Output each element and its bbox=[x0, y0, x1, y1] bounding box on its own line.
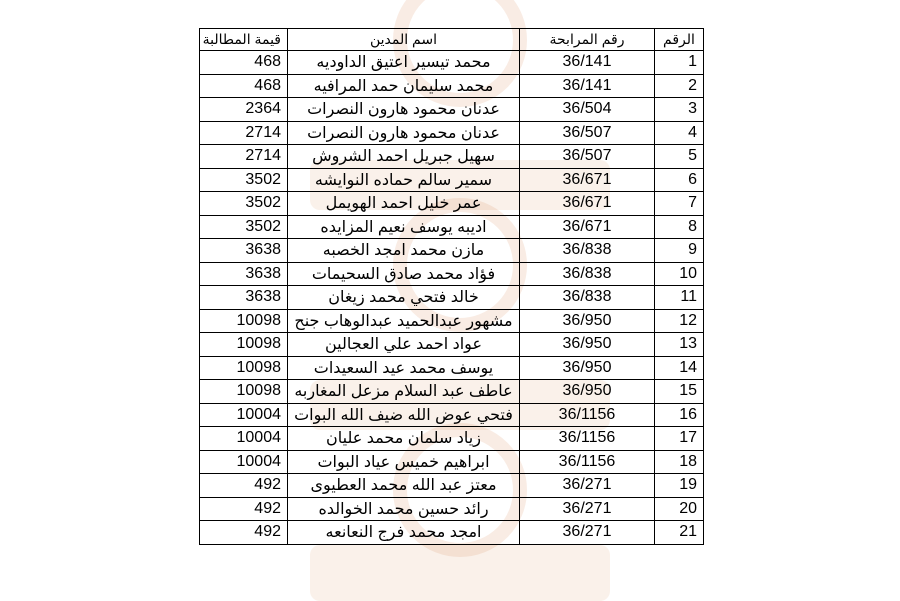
row-number: 21 bbox=[655, 521, 704, 545]
table-row bbox=[200, 74, 704, 98]
row-debtor-name: عدنان محمود هارون النصرات bbox=[288, 98, 520, 122]
row-debtor-name: مازن محمد امجد الخصبه bbox=[288, 239, 520, 263]
row-debtor-name: مشهور عبدالحميد عبدالوهاب جنح bbox=[288, 309, 520, 333]
table-row bbox=[200, 215, 704, 239]
row-reference: 36/141 bbox=[520, 74, 655, 98]
row-number: 4 bbox=[655, 121, 704, 145]
table-row bbox=[200, 333, 704, 357]
row-debtor-name: اديبه يوسف نعيم المزايده bbox=[288, 215, 520, 239]
row-debtor-name: خالد فتحي محمد زيغان bbox=[288, 286, 520, 310]
row-reference: 36/838 bbox=[520, 286, 655, 310]
row-number: 12 bbox=[655, 309, 704, 333]
row-claim-amount: 3638 bbox=[200, 239, 288, 263]
table-row bbox=[200, 403, 704, 427]
row-debtor-name: سهيل جبريل احمد الشروش bbox=[288, 145, 520, 169]
table-row bbox=[200, 427, 704, 451]
row-claim-amount: 10098 bbox=[200, 309, 288, 333]
row-number: 3 bbox=[655, 98, 704, 122]
row-reference: 36/950 bbox=[520, 333, 655, 357]
row-reference: 36/671 bbox=[520, 215, 655, 239]
row-reference: 36/507 bbox=[520, 145, 655, 169]
row-reference: 36/838 bbox=[520, 262, 655, 286]
header-number: الرقم bbox=[655, 29, 704, 51]
row-reference: 36/1156 bbox=[520, 450, 655, 474]
watermark-band bbox=[310, 545, 610, 601]
row-reference: 36/271 bbox=[520, 474, 655, 498]
row-number: 14 bbox=[655, 356, 704, 380]
row-number: 5 bbox=[655, 145, 704, 169]
row-reference: 36/271 bbox=[520, 521, 655, 545]
table-row bbox=[200, 145, 704, 169]
row-debtor-name: عدنان محمود هارون النصرات bbox=[288, 121, 520, 145]
header-claim-amount: قيمة المطالبة bbox=[200, 29, 288, 51]
table-row bbox=[200, 239, 704, 263]
row-claim-amount: 492 bbox=[200, 474, 288, 498]
table-row bbox=[200, 497, 704, 521]
row-debtor-name: امجد محمد فرج النعانعه bbox=[288, 521, 520, 545]
row-number: 6 bbox=[655, 168, 704, 192]
row-debtor-name: سمير سالم حماده النوايشه bbox=[288, 168, 520, 192]
table-row bbox=[200, 168, 704, 192]
row-reference: 36/141 bbox=[520, 51, 655, 75]
row-claim-amount: 468 bbox=[200, 51, 288, 75]
row-claim-amount: 10098 bbox=[200, 333, 288, 357]
row-number: 20 bbox=[655, 497, 704, 521]
claims-table bbox=[199, 28, 704, 545]
row-number: 18 bbox=[655, 450, 704, 474]
row-claim-amount: 10004 bbox=[200, 427, 288, 451]
row-claim-amount: 3502 bbox=[200, 168, 288, 192]
table-row bbox=[200, 121, 704, 145]
row-claim-amount: 2364 bbox=[200, 98, 288, 122]
row-number: 16 bbox=[655, 403, 704, 427]
row-number: 1 bbox=[655, 51, 704, 75]
row-debtor-name: محمد تيسير اعتيق الداوديه bbox=[288, 51, 520, 75]
row-reference: 36/671 bbox=[520, 192, 655, 216]
row-claim-amount: 2714 bbox=[200, 121, 288, 145]
row-debtor-name: عمر خليل احمد الهويمل bbox=[288, 192, 520, 216]
table-row bbox=[200, 51, 704, 75]
header-reference: رقم المرابحة bbox=[520, 29, 655, 51]
row-claim-amount: 10098 bbox=[200, 356, 288, 380]
row-debtor-name: معتز عبد الله محمد العطيوى bbox=[288, 474, 520, 498]
table-row bbox=[200, 521, 704, 545]
row-claim-amount: 492 bbox=[200, 521, 288, 545]
table-row bbox=[200, 356, 704, 380]
row-number: 11 bbox=[655, 286, 704, 310]
row-reference: 36/507 bbox=[520, 121, 655, 145]
table-row bbox=[200, 262, 704, 286]
row-number: 13 bbox=[655, 333, 704, 357]
row-number: 17 bbox=[655, 427, 704, 451]
row-claim-amount: 3502 bbox=[200, 192, 288, 216]
table-header-row bbox=[200, 29, 704, 51]
row-claim-amount: 10004 bbox=[200, 403, 288, 427]
row-claim-amount: 10004 bbox=[200, 450, 288, 474]
row-claim-amount: 3638 bbox=[200, 262, 288, 286]
row-reference: 36/504 bbox=[520, 98, 655, 122]
row-reference: 36/1156 bbox=[520, 427, 655, 451]
table-row bbox=[200, 192, 704, 216]
table-row bbox=[200, 474, 704, 498]
row-debtor-name: محمد سليمان حمد المرافيه bbox=[288, 74, 520, 98]
row-claim-amount: 10098 bbox=[200, 380, 288, 404]
row-number: 2 bbox=[655, 74, 704, 98]
row-claim-amount: 3502 bbox=[200, 215, 288, 239]
row-claim-amount: 468 bbox=[200, 74, 288, 98]
row-number: 10 bbox=[655, 262, 704, 286]
row-debtor-name: عواد احمد علي العجالين bbox=[288, 333, 520, 357]
row-debtor-name: فتحي عوض الله ضيف الله البوات bbox=[288, 403, 520, 427]
row-reference: 36/1156 bbox=[520, 403, 655, 427]
row-debtor-name: فؤاد محمد صادق السحيمات bbox=[288, 262, 520, 286]
table-row bbox=[200, 309, 704, 333]
row-debtor-name: رائد حسين محمد الخوالده bbox=[288, 497, 520, 521]
header-debtor-name: اسم المدين bbox=[288, 29, 520, 51]
row-claim-amount: 3638 bbox=[200, 286, 288, 310]
row-reference: 36/838 bbox=[520, 239, 655, 263]
row-debtor-name: ابراهيم خميس عياد البوات bbox=[288, 450, 520, 474]
row-reference: 36/271 bbox=[520, 497, 655, 521]
row-number: 9 bbox=[655, 239, 704, 263]
row-claim-amount: 2714 bbox=[200, 145, 288, 169]
table-row bbox=[200, 98, 704, 122]
row-debtor-name: عاطف عبد السلام مزعل المغاربه bbox=[288, 380, 520, 404]
table-row bbox=[200, 450, 704, 474]
row-claim-amount: 492 bbox=[200, 497, 288, 521]
row-number: 7 bbox=[655, 192, 704, 216]
table-row bbox=[200, 380, 704, 404]
table-row bbox=[200, 286, 704, 310]
row-debtor-name: زياد سلمان محمد عليان bbox=[288, 427, 520, 451]
row-number: 8 bbox=[655, 215, 704, 239]
row-debtor-name: يوسف محمد عيد السعيدات bbox=[288, 356, 520, 380]
row-number: 15 bbox=[655, 380, 704, 404]
row-reference: 36/950 bbox=[520, 309, 655, 333]
row-reference: 36/950 bbox=[520, 380, 655, 404]
row-reference: 36/671 bbox=[520, 168, 655, 192]
row-number: 19 bbox=[655, 474, 704, 498]
row-reference: 36/950 bbox=[520, 356, 655, 380]
